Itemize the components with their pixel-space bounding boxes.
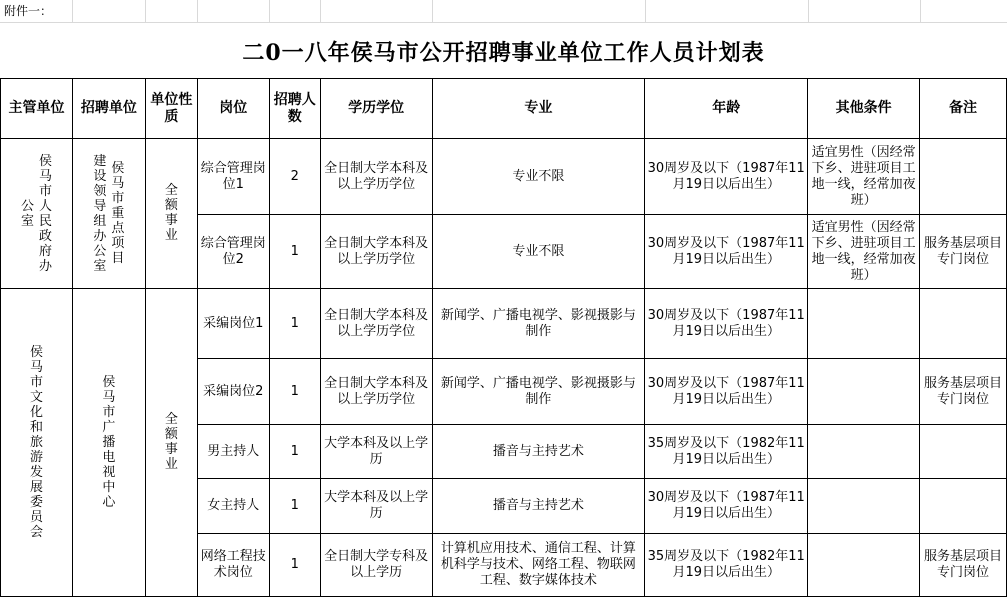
major-cell: 播音与主持艺术 xyxy=(432,425,645,479)
unit-text-col1: 侯马市重点项目 xyxy=(111,161,125,266)
header-row xyxy=(1,79,1007,139)
dept-cell-2 xyxy=(1,289,73,597)
dept-text-col2: 公室 xyxy=(20,198,34,229)
dept-text-wrap xyxy=(3,345,70,360)
count-cell: 2 xyxy=(269,139,320,215)
gridline xyxy=(145,0,146,22)
table-row xyxy=(1,139,1007,215)
dept-text-col1: 侯马市人民政府办 xyxy=(38,153,52,274)
edu-cell: 全日制大学本科及以上学历学位 xyxy=(320,139,432,215)
count-cell: 1 xyxy=(269,479,320,534)
unit-cell-2 xyxy=(72,289,145,597)
nature-cell-1 xyxy=(145,139,197,289)
age-cell: 30周岁及以下（1987年11月19日以后出生） xyxy=(645,289,808,359)
age-cell: 35周岁及以下（1982年11月19日以后出生） xyxy=(645,425,808,479)
edu-cell: 全日制大学本科及以上学历学位 xyxy=(320,289,432,359)
nature-text: 全额事业 xyxy=(164,412,178,472)
age-cell: 30周岁及以下（1987年11月19日以后出生） xyxy=(645,479,808,534)
count-cell: 1 xyxy=(269,359,320,425)
header-post: 岗位 xyxy=(197,79,269,139)
major-cell: 新闻学、广播电视学、影视摄影与制作 xyxy=(432,289,645,359)
age-cell: 35周岁及以下（1982年11月19日以后出生） xyxy=(645,534,808,597)
post-cell: 男主持人 xyxy=(197,425,269,479)
gridline xyxy=(920,0,921,22)
header-nature: 单位性质 xyxy=(145,79,197,139)
edu-cell: 全日制大学本科及以上学历学位 xyxy=(320,215,432,289)
other-cell: 适宜男性（因经常下乡、进驻项目工地一线，经常加夜班） xyxy=(808,215,920,289)
age-cell: 30周岁及以下（1987年11月19日以后出生） xyxy=(645,215,808,289)
major-cell: 计算机应用技术、通信工程、计算机科学与技术、网络工程、物联网工程、数字媒体技术 xyxy=(432,534,645,597)
count-cell: 1 xyxy=(269,425,320,479)
recruitment-plan-table xyxy=(0,78,1007,597)
other-cell: 适宜男性（因经常下乡、进驻项目工地一线，经常加夜班） xyxy=(808,139,920,215)
other-cell xyxy=(808,425,920,479)
gridline xyxy=(432,0,433,22)
major-cell: 播音与主持艺术 xyxy=(432,479,645,534)
page-title: 二0一八年侯马市公开招聘事业单位工作人员计划表 xyxy=(0,22,1007,79)
note-cell xyxy=(920,139,1007,215)
post-cell: 采编岗位1 xyxy=(197,289,269,359)
header-other: 其他条件 xyxy=(808,79,920,139)
dept-text-col2: 侯 xyxy=(29,345,43,360)
unit-cell-1 xyxy=(72,139,145,289)
header-major: 专业 xyxy=(432,79,645,139)
count-cell: 1 xyxy=(269,289,320,359)
header-count: 招聘人数 xyxy=(269,79,320,139)
header-note: 备注 xyxy=(920,79,1007,139)
gridline xyxy=(197,0,198,22)
major-cell: 专业不限 xyxy=(432,139,645,215)
note-cell xyxy=(920,479,1007,534)
header-unit: 招聘单位 xyxy=(72,79,145,139)
dept-text-wrap xyxy=(3,360,70,540)
edu-cell: 大学本科及以上学历 xyxy=(320,479,432,534)
note-cell: 服务基层项目专门岗位 xyxy=(920,534,1007,597)
note-cell: 服务基层项目专门岗位 xyxy=(920,215,1007,289)
unit-text: 侯马市广播电视中心 xyxy=(102,374,116,510)
major-cell: 专业不限 xyxy=(432,215,645,289)
post-cell: 网络工程技术岗位 xyxy=(197,534,269,597)
header-age: 年龄 xyxy=(645,79,808,139)
gridline xyxy=(320,0,321,22)
table-row xyxy=(1,289,1007,359)
attachment-label: 附件一： xyxy=(4,4,53,18)
count-cell: 1 xyxy=(269,215,320,289)
header-edu: 学历学位 xyxy=(320,79,432,139)
edu-cell: 全日制大学专科及以上学历 xyxy=(320,534,432,597)
gridline xyxy=(808,0,809,22)
count-cell: 1 xyxy=(269,534,320,597)
major-cell: 新闻学、广播电视学、影视摄影与制作 xyxy=(432,359,645,425)
gridline xyxy=(645,0,646,22)
header-dept: 主管单位 xyxy=(1,79,73,139)
top-gridline-row xyxy=(0,0,1007,22)
post-cell: 综合管理岗位2 xyxy=(197,215,269,289)
other-cell xyxy=(808,534,920,597)
note-cell xyxy=(920,289,1007,359)
edu-cell: 全日制大学本科及以上学历学位 xyxy=(320,359,432,425)
edu-cell: 大学本科及以上学历 xyxy=(320,425,432,479)
nature-cell-2 xyxy=(145,289,197,597)
other-cell xyxy=(808,479,920,534)
note-cell: 服务基层项目专门岗位 xyxy=(920,359,1007,425)
post-cell: 综合管理岗位1 xyxy=(197,139,269,215)
gridline xyxy=(72,0,73,22)
age-cell: 30周岁及以下（1987年11月19日以后出生） xyxy=(645,359,808,425)
nature-text: 全额事业 xyxy=(164,183,178,243)
other-cell xyxy=(808,359,920,425)
age-cell: 30周岁及以下（1987年11月19日以后出生） xyxy=(645,139,808,215)
unit-text-col2: 建设领导组办公室 xyxy=(93,153,107,274)
post-cell: 女主持人 xyxy=(197,479,269,534)
dept-cell-1 xyxy=(1,139,73,289)
other-cell xyxy=(808,289,920,359)
note-cell xyxy=(920,425,1007,479)
post-cell: 采编岗位2 xyxy=(197,359,269,425)
gridline xyxy=(269,0,270,22)
dept-text-col1: 马市文化和旅游发展委员会 xyxy=(29,360,43,540)
